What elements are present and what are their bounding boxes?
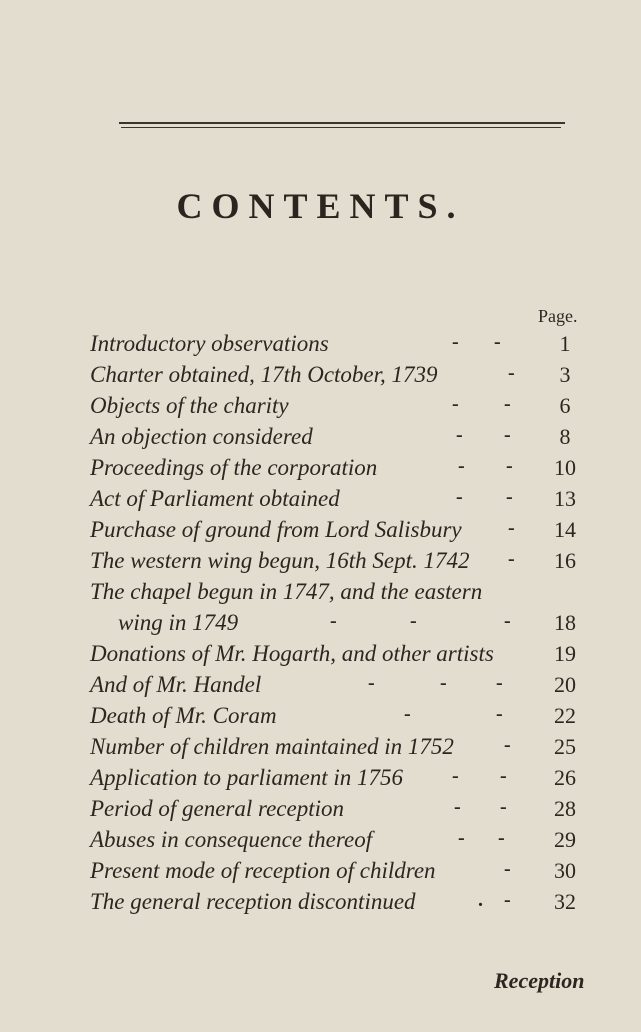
- leader-dash: -: [410, 610, 417, 632]
- leader-dash: -: [504, 393, 511, 415]
- toc-entry-page: 6: [559, 393, 571, 418]
- toc-entry-page: 14: [554, 517, 576, 542]
- toc-entry-page: 29: [554, 827, 576, 852]
- toc-row: [0, 889, 641, 921]
- leader-dash: -: [452, 331, 459, 353]
- leader-dash: -: [440, 672, 447, 694]
- toc-entry-page: 1: [559, 331, 571, 356]
- toc-entry-label: An objection considered: [90, 424, 313, 449]
- toc-entry-label: Application to parliament in 1756: [90, 765, 404, 790]
- leader-dash: -: [504, 889, 511, 911]
- toc-entry-label: And of Mr. Handel: [90, 672, 262, 697]
- leader-dash: -: [368, 672, 375, 694]
- leader-dash: -: [330, 610, 337, 632]
- toc-entry-label: wing in 1749: [118, 610, 239, 635]
- leader-dash: -: [506, 455, 513, 477]
- leader-dash: -: [454, 796, 461, 818]
- leader-dash: -: [498, 827, 505, 849]
- toc-row: [0, 734, 641, 766]
- toc-entry-page: 13: [554, 486, 576, 511]
- catchword: Reception: [494, 968, 585, 993]
- toc-row: [0, 486, 641, 518]
- toc-entry-label: Abuses in consequence thereof: [90, 827, 373, 852]
- page-title: CONTENTS.: [176, 186, 465, 226]
- toc-entry-label: The chapel begun in 1747, and the eastern: [90, 579, 483, 604]
- toc-entry-page: 8: [559, 424, 571, 449]
- leader-dash: -: [458, 455, 465, 477]
- leader-dash: -: [456, 424, 463, 446]
- leader-dash: .: [478, 889, 483, 911]
- toc-row: [0, 548, 641, 580]
- toc-row: [0, 393, 641, 425]
- page-column-header: Page.: [538, 306, 578, 326]
- toc-row: [0, 703, 641, 735]
- toc-entry-page: 30: [554, 858, 576, 883]
- leader-dash: -: [496, 672, 503, 694]
- leader-dash: -: [458, 827, 465, 849]
- leader-dash: -: [504, 610, 511, 632]
- top-rule: [119, 122, 565, 124]
- toc-entry-label: Death of Mr. Coram: [90, 703, 277, 728]
- toc-row: [0, 517, 641, 549]
- leader-dash: -: [508, 362, 515, 384]
- toc-row: [0, 362, 641, 394]
- toc-entry-label: Donations of Mr. Hogarth, and other artists: [90, 641, 494, 666]
- toc-entry-label: Charter obtained, 17th October, 1739: [90, 362, 438, 387]
- leader-dash: -: [496, 703, 503, 725]
- leader-dash: -: [452, 765, 459, 787]
- leader-dash: -: [452, 393, 459, 415]
- toc-entry-label: Period of general reception: [90, 796, 344, 821]
- toc-row: [0, 796, 641, 828]
- top-rule-thin: [121, 127, 561, 128]
- leader-dash: -: [506, 486, 513, 508]
- leader-dash: -: [456, 486, 463, 508]
- toc-row: [0, 455, 641, 487]
- toc-entry-page: 28: [554, 796, 576, 821]
- toc-entry-label: Proceedings of the corporation: [90, 455, 378, 480]
- toc-row: [0, 827, 641, 859]
- toc-entry-label: Present mode of reception of children: [90, 858, 436, 883]
- toc-entry-label: The general reception discontinued: [90, 889, 416, 914]
- toc-entry-label: Number of children maintained in 1752: [90, 734, 454, 759]
- toc-entry-page: 19: [554, 641, 576, 666]
- toc-row: [0, 858, 641, 890]
- toc-row: [0, 672, 641, 704]
- toc-row: [0, 610, 641, 642]
- toc-entry-page: 26: [554, 765, 576, 790]
- toc-row: [0, 331, 641, 363]
- toc-entry-page: 18: [554, 610, 576, 635]
- leader-dash: -: [504, 734, 511, 756]
- toc-entry-label: Purchase of ground from Lord Salisbury: [90, 517, 462, 542]
- leader-dash: -: [494, 331, 501, 353]
- toc-entry-page: 22: [554, 703, 576, 728]
- toc-entry-page: 3: [559, 362, 571, 387]
- toc-entry-page: 32: [554, 889, 576, 914]
- leader-dash: -: [500, 765, 507, 787]
- toc-entry-page: 16: [554, 548, 576, 573]
- leader-dash: -: [504, 424, 511, 446]
- toc-row: [0, 765, 641, 797]
- toc-entry-page: 10: [554, 455, 576, 480]
- toc-row: [0, 641, 641, 673]
- leader-dash: -: [508, 548, 515, 570]
- leader-dash: -: [504, 858, 511, 880]
- leader-dash: -: [404, 703, 411, 725]
- toc-entry-label: Objects of the charity: [90, 393, 289, 418]
- leader-dash: -: [500, 796, 507, 818]
- toc-entry-label: The western wing begun, 16th Sept. 1742: [90, 548, 470, 573]
- toc-entry-page: 25: [554, 734, 576, 759]
- leader-dash: -: [508, 517, 515, 539]
- toc-entry-page: 20: [554, 672, 576, 697]
- toc-entry-label: Act of Parliament obtained: [90, 486, 340, 511]
- toc-row: [0, 579, 641, 611]
- toc-entry-label: Introductory observations: [90, 331, 329, 356]
- toc-row: [0, 424, 641, 456]
